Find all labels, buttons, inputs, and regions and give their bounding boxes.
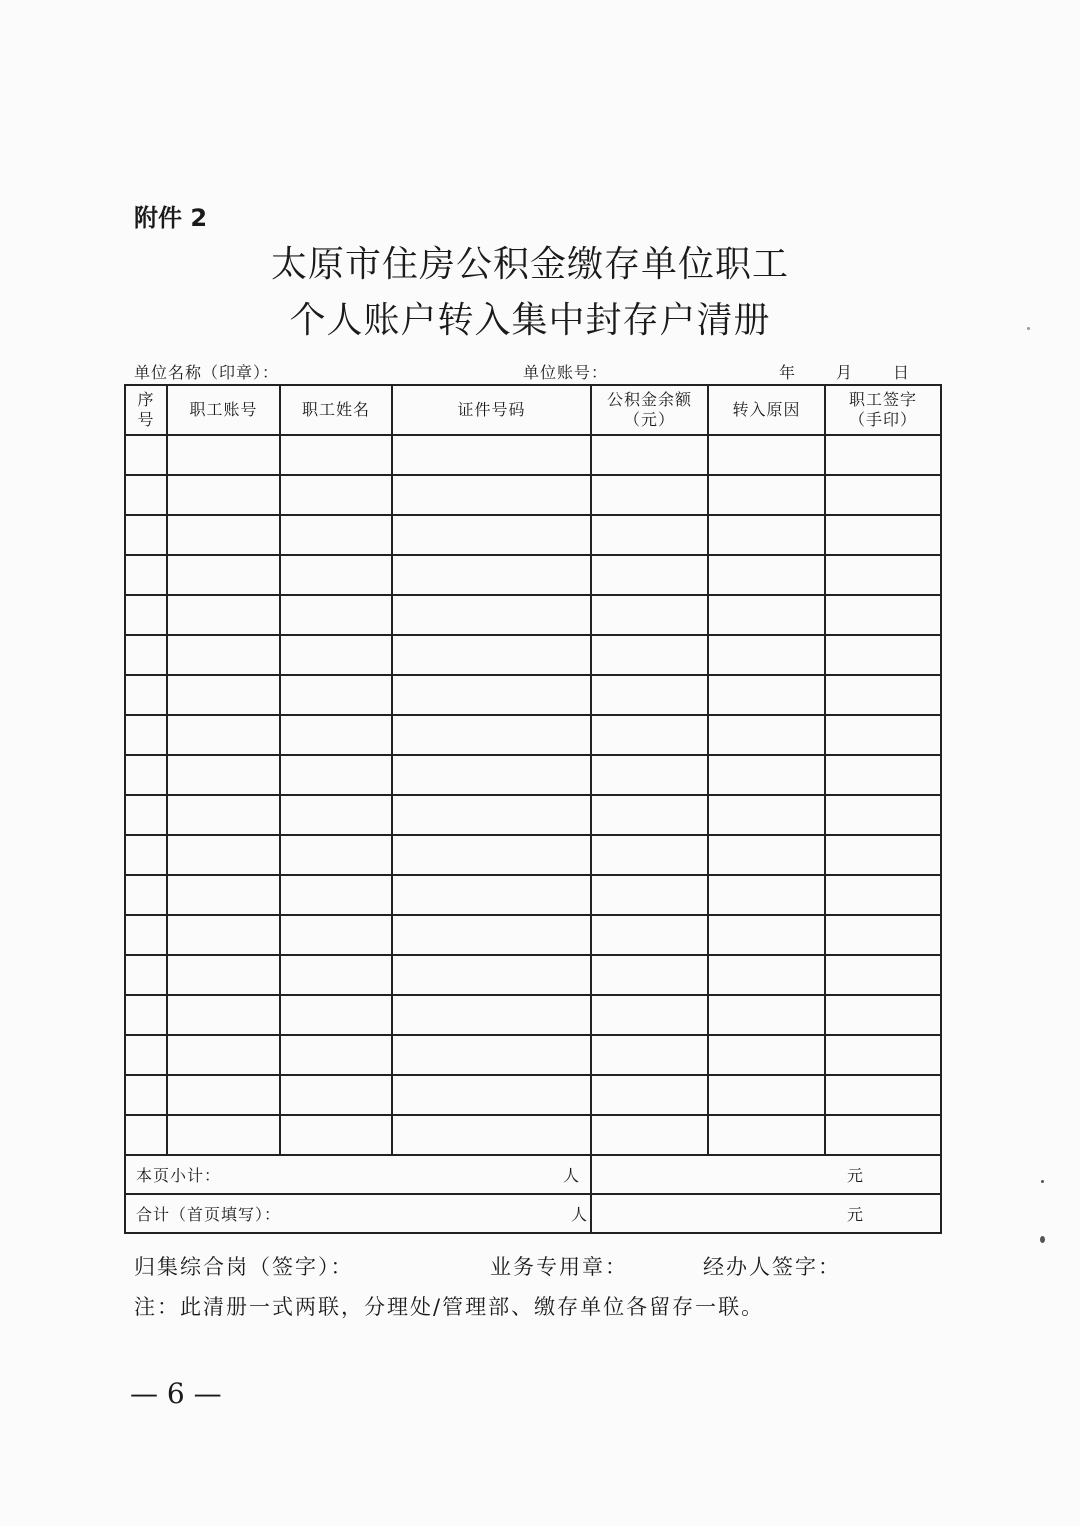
subtotal-amount-cell — [591, 1155, 941, 1194]
note-text: 注：此清册一式两联，分理处/管理部、缴存单位各留存一联。 — [134, 1295, 765, 1319]
table-cell — [591, 555, 708, 595]
table-cell — [392, 795, 591, 835]
table-cell — [280, 635, 392, 675]
table-cell — [392, 915, 591, 955]
table-cell — [125, 875, 167, 915]
year-label: 年 — [779, 363, 797, 382]
table-cell — [708, 1075, 825, 1115]
table-cell — [392, 555, 591, 595]
table-cell — [167, 515, 280, 555]
table-cell — [825, 755, 941, 795]
table-cell — [392, 715, 591, 755]
table-cell — [591, 1115, 708, 1155]
table-cell — [708, 675, 825, 715]
table-cell — [708, 1115, 825, 1155]
table-cell — [392, 995, 591, 1035]
total-amount-cell — [591, 1194, 941, 1233]
table-header-row — [125, 385, 941, 435]
table-cell — [167, 595, 280, 635]
table-cell — [167, 875, 280, 915]
table-cell — [591, 595, 708, 635]
table-cell — [825, 1115, 941, 1155]
table-cell — [392, 595, 591, 635]
title-line-1: 太原市住房公积金缴存单位职工 — [270, 244, 789, 285]
table-cell — [167, 915, 280, 955]
handler-signature-label: 经办人签字： — [703, 1255, 841, 1279]
table-cell — [125, 1115, 167, 1155]
table-cell — [167, 435, 280, 475]
table-row — [125, 755, 941, 795]
table-cell — [167, 955, 280, 995]
table-row — [125, 515, 941, 555]
table-cell — [125, 835, 167, 875]
table-cell — [708, 635, 825, 675]
table-row — [125, 675, 941, 715]
table-cell — [708, 755, 825, 795]
header-fund-balance: 公积金余额 （元） — [591, 385, 708, 435]
table-cell — [280, 555, 392, 595]
table-cell — [708, 995, 825, 1035]
table-row — [125, 595, 941, 635]
table-row — [125, 1035, 941, 1075]
table-cell — [825, 435, 941, 475]
unit-name-label: 单位名称（印章）： — [134, 363, 280, 382]
table-cell — [167, 715, 280, 755]
table-cell — [392, 515, 591, 555]
table-cell — [708, 555, 825, 595]
table-cell — [708, 475, 825, 515]
table-cell — [167, 1115, 280, 1155]
table-cell — [392, 1035, 591, 1075]
table-row — [125, 915, 941, 955]
table-cell — [125, 955, 167, 995]
subtotal-label: 本页小计： — [136, 1166, 222, 1185]
table-cell — [825, 595, 941, 635]
table-cell — [591, 435, 708, 475]
table-cell — [591, 1075, 708, 1115]
table-cell — [280, 1075, 392, 1115]
table-cell — [125, 515, 167, 555]
subtotal-persons-unit: 人 — [563, 1166, 581, 1185]
table-cell — [825, 955, 941, 995]
table-cell — [392, 475, 591, 515]
scan-speck — [1040, 1236, 1045, 1243]
table-cell — [167, 555, 280, 595]
table-cell — [591, 635, 708, 675]
table-cell — [825, 915, 941, 955]
header-serial: 序 号 — [125, 385, 167, 435]
table-cell — [591, 515, 708, 555]
table-cell — [591, 875, 708, 915]
month-label: 月 — [836, 363, 854, 382]
table-cell — [167, 635, 280, 675]
table-cell — [125, 475, 167, 515]
table-cell — [392, 1115, 591, 1155]
table-cell — [167, 675, 280, 715]
table-cell — [825, 675, 941, 715]
header-id-number: 证件号码 — [392, 385, 591, 435]
table-cell — [591, 755, 708, 795]
table-cell — [125, 595, 167, 635]
scan-speck — [1027, 327, 1030, 330]
total-row — [125, 1194, 941, 1233]
table-cell — [125, 715, 167, 755]
table-cell — [280, 755, 392, 795]
table-cell — [280, 675, 392, 715]
table-row — [125, 715, 941, 755]
subtotal-amount-unit: 元 — [846, 1166, 864, 1185]
table-cell — [591, 955, 708, 995]
table-cell — [591, 835, 708, 875]
header-employee-account: 职工账号 — [167, 385, 280, 435]
table-row — [125, 435, 941, 475]
table-cell — [392, 835, 591, 875]
table-cell — [280, 435, 392, 475]
table-cell — [280, 1035, 392, 1075]
table-cell — [825, 1035, 941, 1075]
table-row — [125, 1075, 941, 1115]
table-cell — [392, 875, 591, 915]
scan-speck — [1041, 1180, 1044, 1183]
table-cell — [708, 435, 825, 475]
table-row — [125, 875, 941, 915]
table-cell — [125, 675, 167, 715]
table-row — [125, 475, 941, 515]
table-cell — [167, 1075, 280, 1115]
table-cell — [591, 475, 708, 515]
table-cell — [392, 955, 591, 995]
table-cell — [125, 555, 167, 595]
table-cell — [708, 875, 825, 915]
table-cell — [591, 675, 708, 715]
table-cell — [708, 795, 825, 835]
table-cell — [125, 635, 167, 675]
table-cell — [280, 995, 392, 1035]
table-cell — [708, 955, 825, 995]
table-cell — [591, 715, 708, 755]
table-row — [125, 955, 941, 995]
table-cell — [825, 1075, 941, 1115]
table-row — [125, 835, 941, 875]
table-cell — [125, 995, 167, 1035]
total-cell — [125, 1194, 591, 1233]
table-cell — [708, 835, 825, 875]
table-cell — [125, 755, 167, 795]
table-row — [125, 635, 941, 675]
total-amount-unit: 元 — [846, 1205, 864, 1224]
table-cell — [280, 915, 392, 955]
table-cell — [125, 795, 167, 835]
table-cell — [167, 755, 280, 795]
table-cell — [280, 835, 392, 875]
table-cell — [280, 875, 392, 915]
day-label: 日 — [893, 363, 911, 382]
table-cell — [280, 595, 392, 635]
table-cell — [825, 995, 941, 1035]
table-cell — [167, 835, 280, 875]
table-row — [125, 995, 941, 1035]
table-cell — [392, 1075, 591, 1115]
page-number: — 6 — — [130, 1377, 222, 1410]
table-cell — [167, 795, 280, 835]
table-cell — [708, 515, 825, 555]
table-cell — [167, 475, 280, 515]
table-cell — [125, 1075, 167, 1115]
table-cell — [825, 555, 941, 595]
header-employee-signature: 职工签字 （手印） — [825, 385, 941, 435]
table-cell — [591, 995, 708, 1035]
table-cell — [392, 755, 591, 795]
table-cell — [280, 515, 392, 555]
total-persons-unit: 人 — [571, 1205, 589, 1224]
table-row — [125, 795, 941, 835]
table-cell — [825, 715, 941, 755]
table-cell — [591, 1035, 708, 1075]
table-cell — [280, 955, 392, 995]
header-transfer-reason: 转入原因 — [708, 385, 825, 435]
table-cell — [280, 795, 392, 835]
subtotal-row — [125, 1155, 941, 1194]
table-cell — [125, 435, 167, 475]
subtotal-cell — [125, 1155, 591, 1194]
attachment-label: 附件 2 — [134, 204, 208, 232]
table-cell — [708, 595, 825, 635]
table-cell — [825, 875, 941, 915]
table-cell — [825, 835, 941, 875]
table-cell — [392, 675, 591, 715]
table-row — [125, 555, 941, 595]
table-cell — [280, 715, 392, 755]
table-cell — [708, 915, 825, 955]
table-cell — [125, 1035, 167, 1075]
total-label: 合计（首页填写）： — [136, 1205, 282, 1224]
table-cell — [125, 915, 167, 955]
title-line-2: 个人账户转入集中封存户清册 — [289, 300, 771, 341]
table-cell — [392, 435, 591, 475]
table-cell — [825, 795, 941, 835]
table-cell — [591, 915, 708, 955]
table-cell — [825, 635, 941, 675]
table-cell — [167, 995, 280, 1035]
table-row — [125, 1115, 941, 1155]
transfer-list-table — [124, 384, 942, 1234]
header-employee-name: 职工姓名 — [280, 385, 392, 435]
table-cell — [708, 1035, 825, 1075]
table-cell — [280, 475, 392, 515]
table-cell — [708, 715, 825, 755]
table-cell — [591, 795, 708, 835]
table-cell — [392, 635, 591, 675]
business-seal-label: 业务专用章： — [490, 1255, 628, 1279]
table-cell — [280, 1115, 392, 1155]
table-cell — [825, 515, 941, 555]
unit-account-label: 单位账号： — [523, 363, 609, 382]
table-cell — [825, 475, 941, 515]
collection-signature-label: 归集综合岗（签字）： — [134, 1255, 354, 1279]
table-cell — [167, 1035, 280, 1075]
